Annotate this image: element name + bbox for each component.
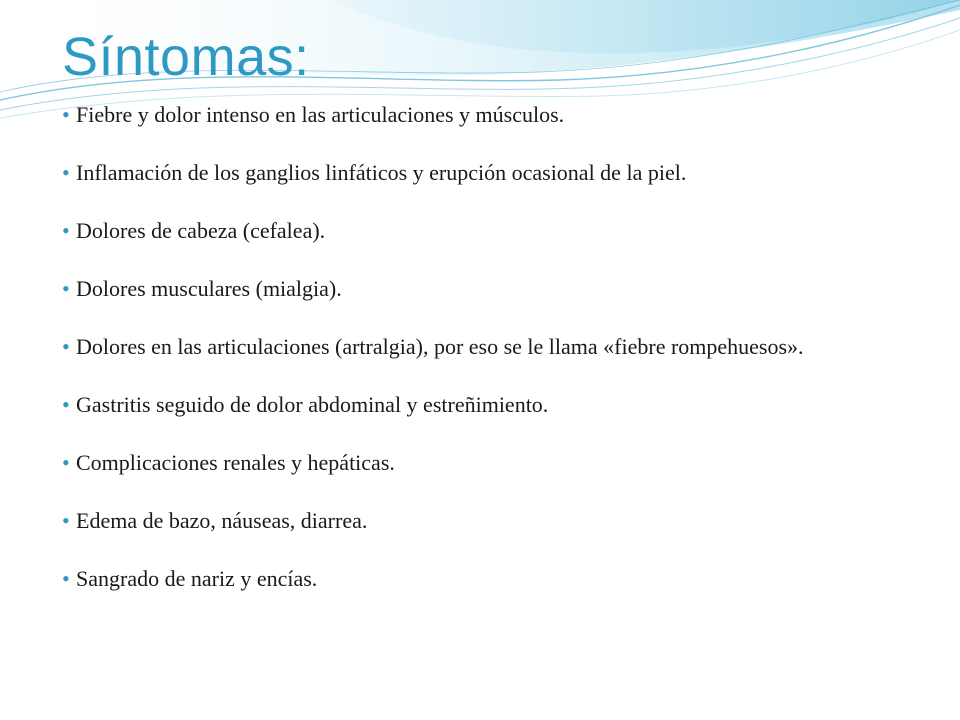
symptom-list [62,100,912,622]
bullet-icon: • [62,566,70,591]
bullet-icon: • [62,392,70,417]
list-item-text: Complicaciones renales y hepáticas. [76,450,395,475]
bullet-icon: • [62,508,70,533]
list-item [62,448,912,477]
bullet-icon: • [62,102,70,127]
list-item [62,564,912,593]
slide-title: Síntomas: [62,27,310,87]
bullet-icon: • [62,334,70,359]
bullet-icon: • [62,218,70,243]
list-item [62,100,912,129]
list-item [62,390,912,419]
list-item-text: Dolores de cabeza (cefalea). [76,218,326,243]
list-item [62,506,912,535]
list-item-text: Sangrado de nariz y encías. [76,566,318,591]
list-item-text: Inflamación de los ganglios linfáticos y erupción ocasional de la piel. [76,160,687,185]
list-item [62,158,912,187]
list-item [62,274,912,303]
bullet-icon: • [62,276,70,301]
list-item-text: Edema de bazo, náuseas, diarrea. [76,508,368,533]
bullet-icon: • [62,160,70,185]
list-item-text: Gastritis seguido de dolor abdominal y estreñimiento. [76,392,549,417]
list-item [62,332,912,361]
list-item-text: Fiebre y dolor intenso en las articulaciones y músculos. [76,102,565,127]
list-item-text: Dolores musculares (mialgia). [76,276,342,301]
bullet-icon: • [62,450,70,475]
list-item-text: Dolores en las articulaciones (artralgia), por eso se le llama «fiebre rompehuesos». [76,334,804,359]
list-item [62,216,912,245]
